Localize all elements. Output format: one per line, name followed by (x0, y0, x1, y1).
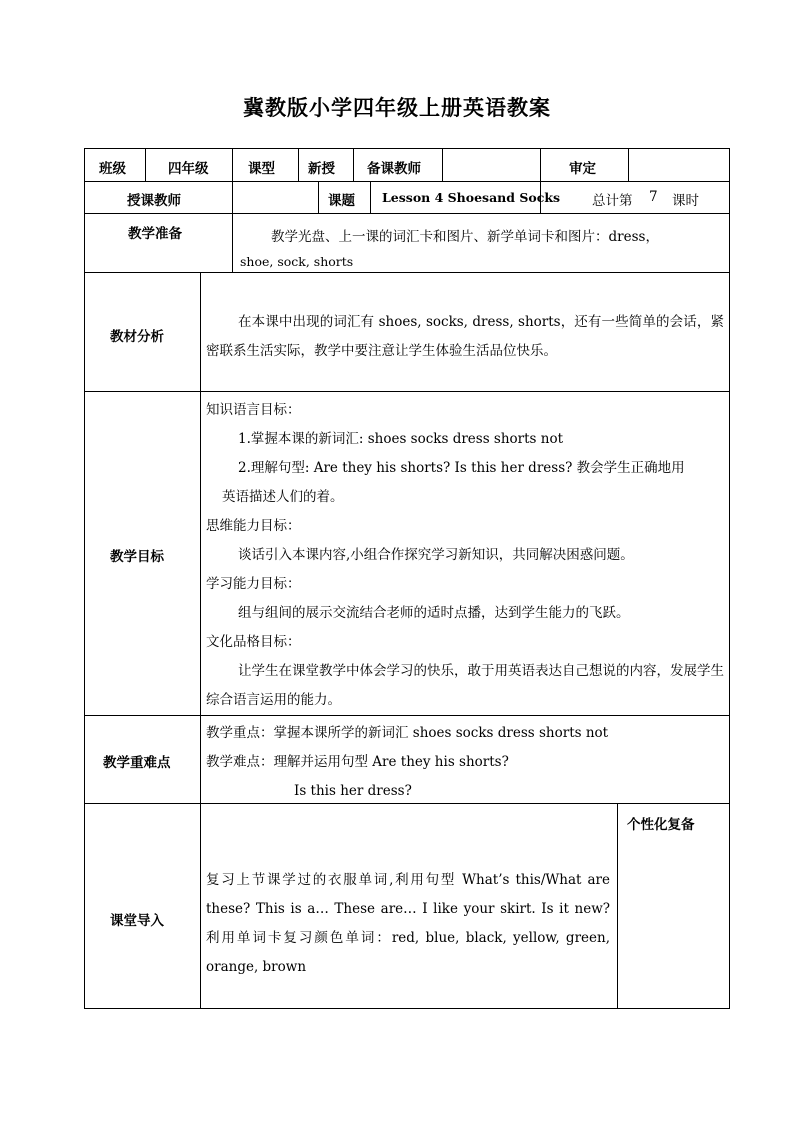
learning-text: 组与组间的展示交流结合老师的适时点播，达到学生能力的飞跃。 (238, 605, 630, 621)
col-divider (617, 803, 618, 1009)
row-divider (84, 181, 730, 182)
knowledge-item-2: 2.理解句型: Are they his shorts? Is this her dress? 教会学生正确地用 (238, 460, 685, 476)
prep-line-2: shoe, sock, shorts (240, 254, 354, 269)
culture-text: 让学生在课堂教学中体会学习的快乐，敢于用英语表达自己想说的内容，发展学生综合语言运用的能力。 (206, 663, 724, 708)
teacher-label: 授课教师 (127, 193, 181, 209)
intro-text (206, 866, 610, 982)
knowledge-item-1: 1.掌握本课的新词汇: shoes socks dress shorts not (238, 431, 564, 447)
goals-text (206, 396, 724, 715)
row-divider (84, 715, 730, 716)
intro-label: 课堂导入 (110, 913, 164, 929)
culture-heading: 文化品格目标： (206, 634, 301, 650)
col-divider (232, 148, 233, 213)
class-value: 四年级 (168, 161, 209, 177)
analysis-text (206, 308, 724, 366)
key-difficulty: 教学难点：理解并运用句型 Are they his shorts? (206, 754, 509, 770)
col-divider (353, 148, 354, 181)
personalized-notes-label: 个性化复备 (627, 817, 695, 833)
lesson-type-label: 课型 (248, 161, 275, 177)
prep-teacher-label: 备课教师 (367, 161, 421, 177)
lesson-type-value: 新授 (308, 161, 335, 177)
col-divider (232, 213, 233, 272)
row-divider (84, 213, 730, 214)
intro-paragraph: 复习上节课学过的衣服单词,利用句型 What’s this/What are these? This is a… These are… I like your skirt. Is it new? 利用单词卡复习颜色单词：red, blue, black, yellow, green, orange, brown (206, 872, 610, 975)
knowledge-item-2-cont: 英语描述人们的着。 (222, 489, 344, 505)
learning-heading: 学习能力目标： (206, 576, 301, 592)
total-label: 总计第 (592, 193, 633, 209)
key-focus: 教学重点：掌握本课所学的新词汇 shoes socks dress shorts not (206, 725, 609, 741)
analysis-paragraph: 在本课中出现的词汇有 shoes, socks, dress, shorts，还有一些简单的会话，紧密联系生活实际，教学中要注意让学生体验生活品位快乐。 (206, 314, 724, 359)
class-label: 班级 (99, 161, 126, 177)
knowledge-heading: 知识语言目标： (206, 402, 301, 418)
col-divider (628, 148, 629, 181)
prep-label: 教学准备 (128, 226, 182, 242)
row-divider (84, 272, 730, 273)
thinking-text: 谈话引入本课内容,小组合作探究学习新知识，共同解决困惑问题。 (238, 547, 634, 563)
col-divider (442, 148, 443, 181)
col-divider (145, 148, 146, 181)
review-label: 审定 (569, 161, 596, 177)
col-divider (318, 181, 319, 213)
key-difficulty-cont: Is this her dress? (294, 783, 412, 799)
col-divider (298, 148, 299, 181)
keypoints-text (206, 719, 724, 806)
goals-label: 教学目标 (110, 549, 164, 565)
period-label: 课时 (672, 193, 699, 209)
thinking-heading: 思维能力目标： (206, 518, 301, 534)
analysis-label: 教材分析 (110, 329, 164, 345)
col-divider (370, 181, 371, 213)
col-divider (200, 272, 201, 1009)
topic-label: 课题 (328, 193, 355, 209)
document-title: 冀教版小学四年级上册英语教案 (243, 95, 551, 120)
keypoints-label: 教学重难点 (103, 755, 171, 771)
row-divider (84, 391, 730, 392)
topic-value: Lesson 4 Shoesand Socks (382, 190, 561, 205)
total-value: 7 (649, 189, 658, 205)
prep-line-1: 教学光盘、上一课的词汇卡和图片、新学单词卡和图片：dress， (271, 229, 659, 245)
